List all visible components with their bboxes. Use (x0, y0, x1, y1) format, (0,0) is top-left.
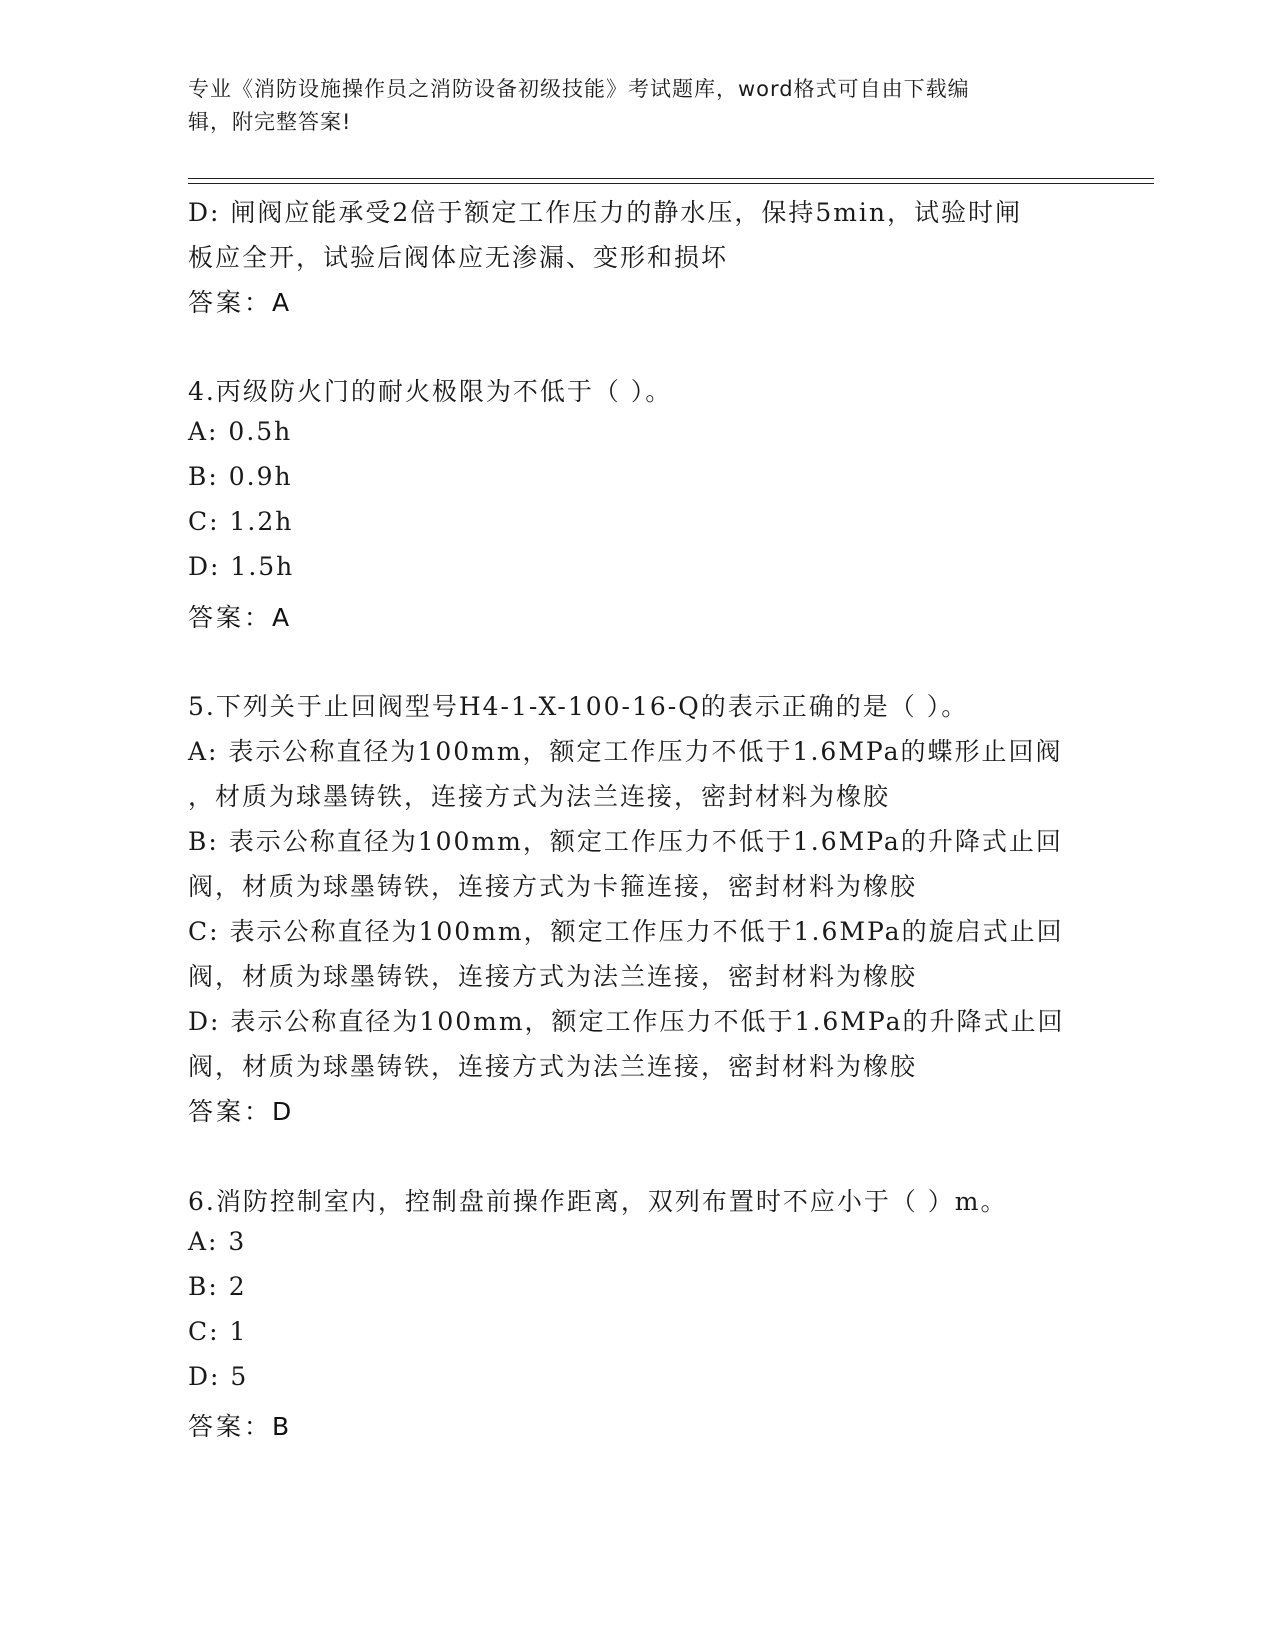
q5-option-a-line1: A: 表示公称直径为100mm，额定工作压力不低于1.6MPa的蝶形止回阀 (188, 737, 1063, 766)
q5-option-c-line2: 阀，材质为球墨铸铁，连接方式为法兰连接，密封材料为橡胶 (188, 962, 918, 991)
q5-question: 5.下列关于止回阀型号H4-1-X-100-16-Q的表示正确的是（ ）。 (188, 692, 969, 721)
q6-option-b: B: 2 (188, 1272, 247, 1301)
q5-answer: 答案：D (188, 1097, 295, 1126)
q5-option-a-line2: ，材质为球墨铸铁，连接方式为法兰连接，密封材料为橡胶 (188, 782, 891, 811)
header-divider-top (188, 178, 1154, 179)
q3-option-d-line2: 板应全开，试验后阀体应无渗漏、变形和损坏 (188, 243, 729, 272)
q5-option-d-line1: D: 表示公称直径为100mm，额定工作压力不低于1.6MPa的升降式止回 (188, 1007, 1065, 1036)
q6-option-c: C: 1 (188, 1317, 248, 1346)
header-divider-bottom (188, 183, 1154, 184)
q5-option-b-line1: B: 表示公称直径为100mm，额定工作压力不低于1.6MPa的升降式止回 (188, 827, 1063, 856)
q3-option-d-line1: D: 闸阀应能承受2倍于额定工作压力的静水压，保持5min，试验时闸 (188, 198, 1023, 227)
header-line-2: 辑，附完整答案! (188, 110, 352, 134)
q4-option-c: C: 1.2h (188, 507, 294, 536)
q3-answer: 答案：A (188, 288, 293, 317)
page-header (188, 73, 1068, 139)
q6-answer: 答案：B (188, 1412, 293, 1441)
q4-question: 4.丙级防火门的耐火极限为不低于（ ）。 (188, 377, 673, 406)
q4-answer: 答案：A (188, 603, 293, 632)
q4-option-a: A: 0.5h (188, 417, 293, 446)
q6-option-a: A: 3 (188, 1227, 247, 1256)
header-line-1: 专业《消防设施操作员之消防设备初级技能》考试题库，word格式可自由下载编 (188, 77, 970, 101)
q6-option-d: D: 5 (188, 1362, 249, 1391)
q4-option-d: D: 1.5h (188, 552, 295, 581)
q6-question: 6.消防控制室内，控制盘前操作距离，双列布置时不应小于（ ）m。 (188, 1187, 1008, 1216)
q5-option-d-line2: 阀，材质为球墨铸铁，连接方式为法兰连接，密封材料为橡胶 (188, 1052, 918, 1081)
q4-option-b: B: 0.9h (188, 462, 293, 491)
q5-option-b-line2: 阀，材质为球墨铸铁，连接方式为卡箍连接，密封材料为橡胶 (188, 872, 918, 901)
q5-option-c-line1: C: 表示公称直径为100mm，额定工作压力不低于1.6MPa的旋启式止回 (188, 917, 1064, 946)
